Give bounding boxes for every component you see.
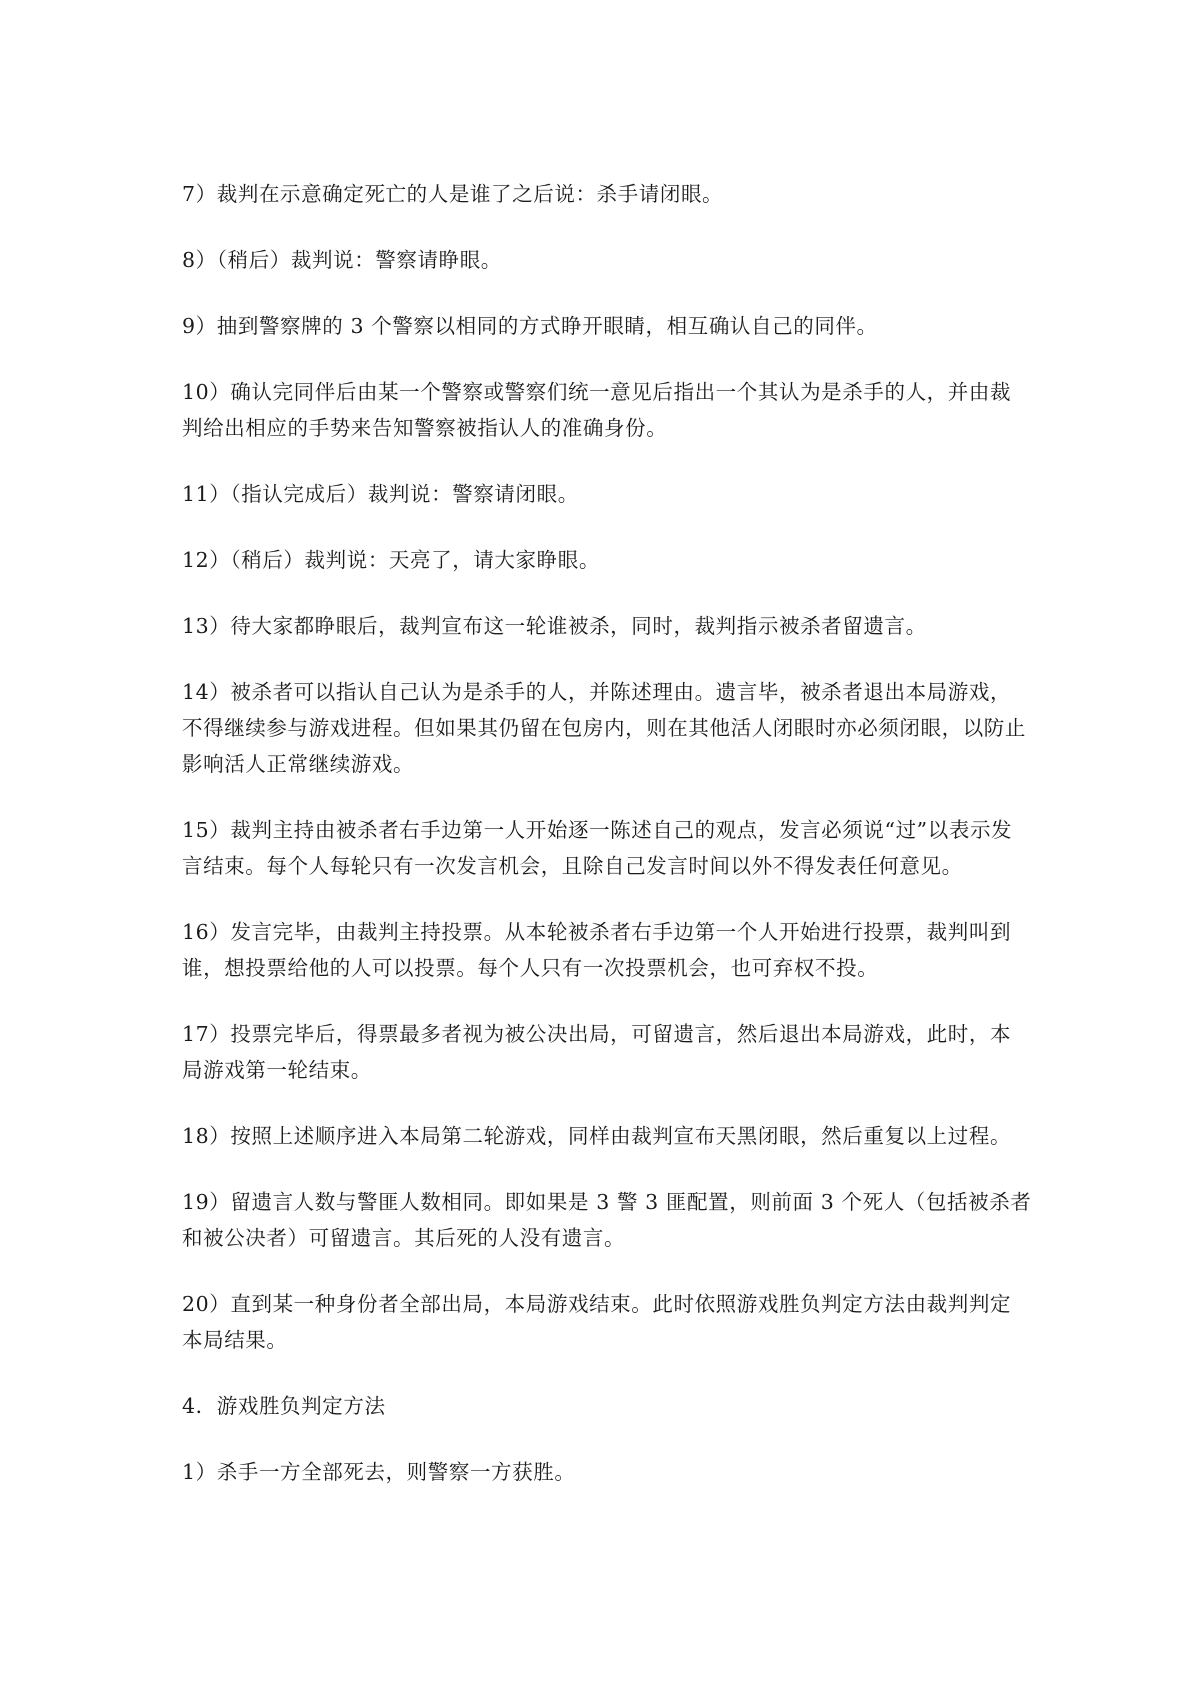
rule-item-18: 18）按照上述顺序进入本局第二轮游戏，同样由裁判宣布天黑闭眼，然后重复以上过程。 [182,1124,1012,1148]
rule-item-19: 19）留遗言人数与警匪人数相同。即如果是 3 警 3 匪配置，则前面 3 个死人（包括被杀者和被公决者）可留遗言。其后死的人没有遗言。 [182,1190,1032,1250]
document-body [182,176,1032,1520]
rule-item-9: 9）抽到警察牌的 3 个警察以相同的方式睁开眼睛，相互确认自己的同伴。 [182,314,878,338]
rule-item-15: 15）裁判主持由被杀者右手边第一人开始逐一陈述自己的观点，发言必须说“过”以表示发言结束。每个人每轮只有一次发言机会，且除自己发言时间以外不得发表任何意见。 [182,818,1013,878]
rule-item-13: 13）待大家都睁眼后，裁判宣布这一轮谁被杀，同时，裁判指示被杀者留遗言。 [182,614,927,638]
rule-item-17: 17）投票完毕后，得票最多者视为被公决出局，可留遗言，然后退出本局游戏，此时，本局游戏第一轮结束。 [182,1022,1012,1082]
rule-item-16: 16）发言完毕，由裁判主持投票。从本轮被杀者右手边第一个人开始进行投票，裁判叫到谁，想投票给他的人可以投票。每个人只有一次投票机会，也可弃权不投。 [182,920,1012,980]
rule-item-14: 14）被杀者可以指认自己认为是杀手的人，并陈述理由。遗言毕，被杀者退出本局游戏，不得继续参与游戏进程。但如果其仍留在包房内，则在其他活人闭眼时亦必须闭眼，以防止影响活人正常继续游戏。 [182,680,1026,776]
rule-item-8: 8）（稍后）裁判说：警察请睁眼。 [182,248,502,272]
rule-item-10: 10）确认完同伴后由某一个警察或警察们统一意见后指出一个其认为是杀手的人，并由裁判给出相应的手势来告知警察被指认人的准确身份。 [182,380,1012,440]
victory-rule-item-1: 1）杀手一方全部死去，则警察一方获胜。 [182,1460,576,1484]
rule-item-20: 20）直到某一种身份者全部出局，本局游戏结束。此时依照游戏胜负判定方法由裁判判定本局结果。 [182,1292,1012,1352]
rule-item-12: 12）（稍后）裁判说：天亮了，请大家睁眼。 [182,548,600,572]
section-heading-victory-rules: 4．游戏胜负判定方法 [182,1394,386,1418]
rule-item-7: 7）裁判在示意确定死亡的人是谁了之后说：杀手请闭眼。 [182,182,724,206]
rule-item-11: 11）（指认完成后）裁判说：警察请闭眼。 [182,482,579,506]
